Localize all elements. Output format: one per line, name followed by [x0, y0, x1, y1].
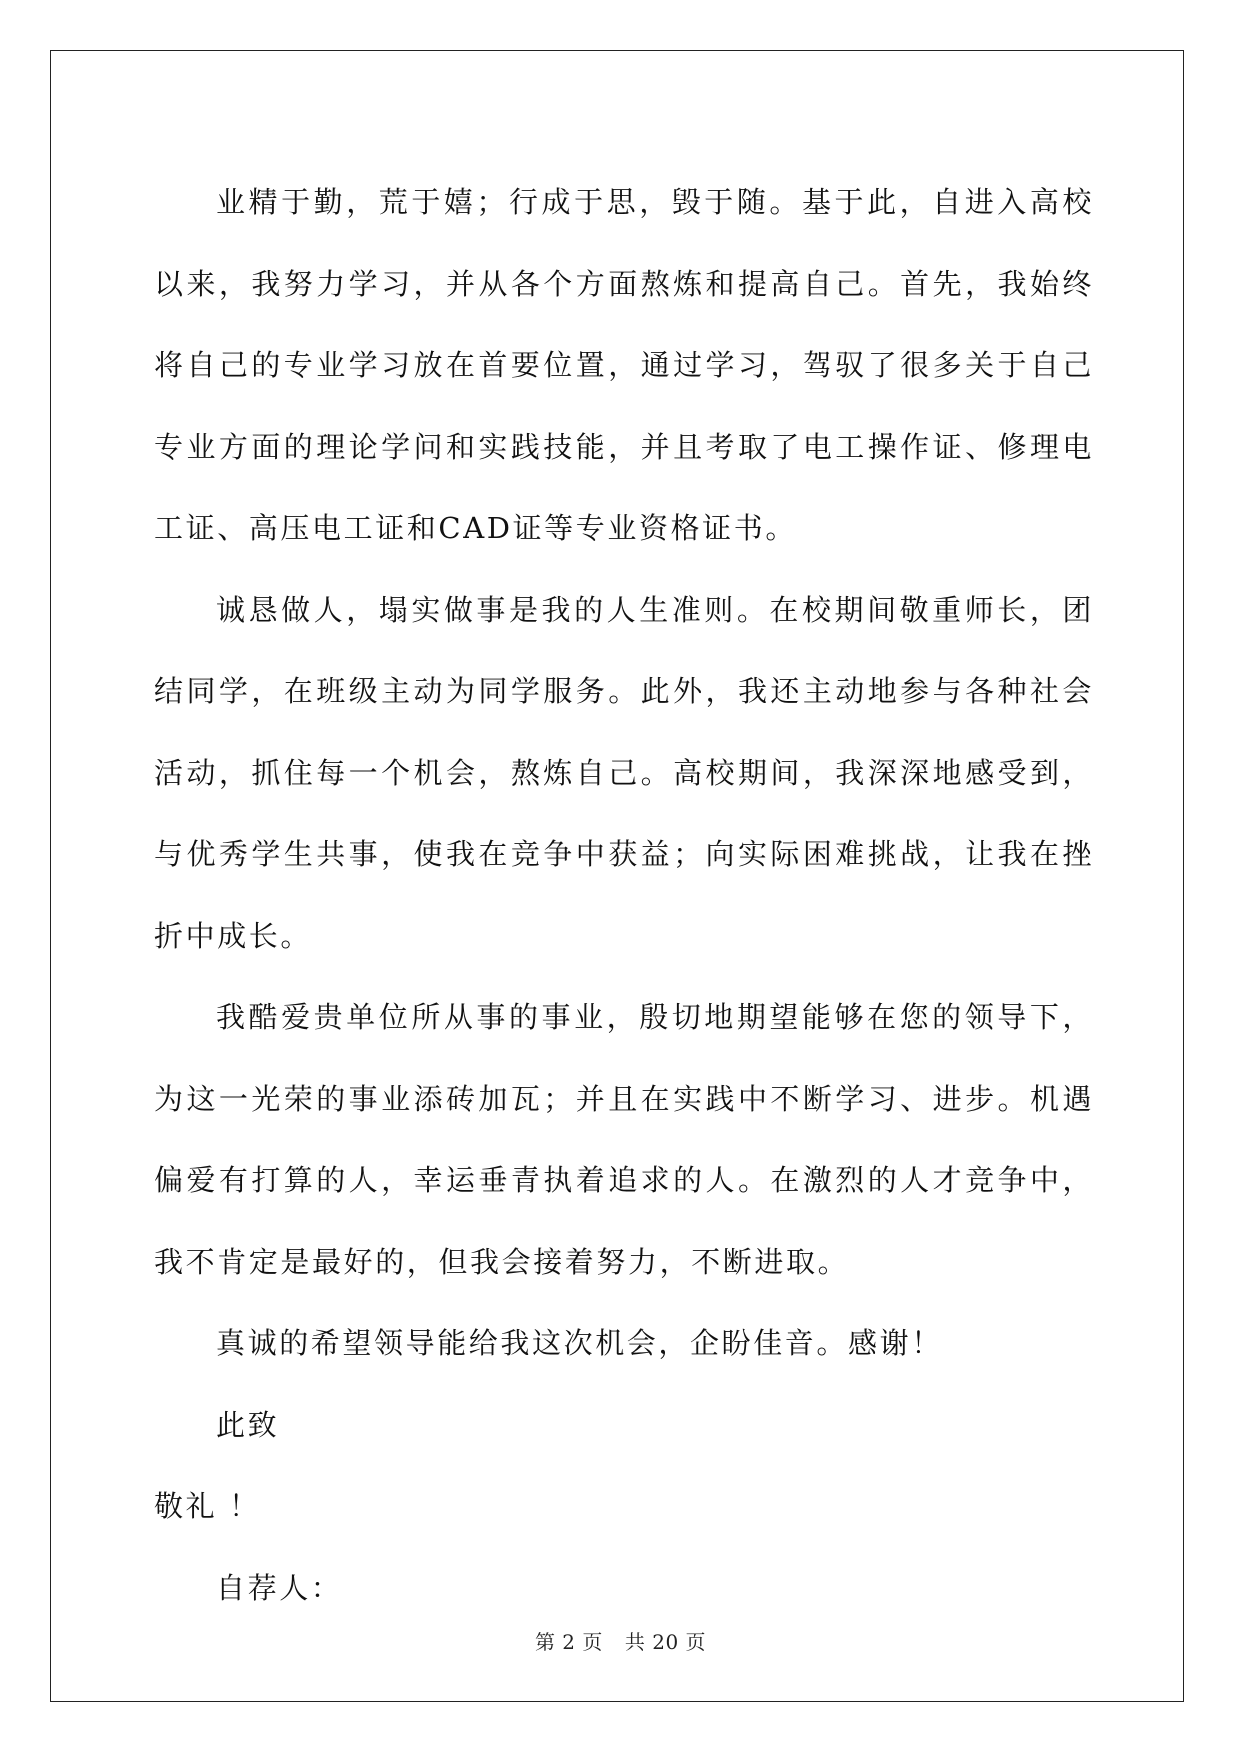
paragraph-aspiration: 我酷爱贵单位所从事的事业，殷切地期望能够在您的领导下，为这一光荣的事业添砖加瓦；并且在实践中不断学习、进步。机遇偏爱有打算的人，幸运垂青执着追求的人。在激烈的人才竞争中，我不肯定是最好的，但我会接着努力，不断进取。: [154, 1000, 1094, 1279]
letter-body: [154, 162, 1094, 1629]
paragraph-character: 诚恳做人，塌实做事是我的人生准则。在校期间敬重师长，团结同学，在班级主动为同学服务。此外，我还主动地参与各种社会活动，抓住每一个机会，熬炼自己。高校期间，我深深地感受到，与优秀学生共事，使我在竞争中获益；向实际困难挑战，让我在挫折中成长。: [154, 592, 1094, 953]
salutation-text: 敬礼 ！: [154, 1489, 261, 1523]
paragraph-request: 真诚的希望领导能给我这次机会，企盼佳音。感谢！: [216, 1326, 943, 1360]
paragraph-study: 业精于勤，荒于嬉；行成于思，毁于随。基于此，自进入高校以来，我努力学习，并从各个方面熬炼和提高自己。首先，我始终将自己的专业学习放在首要位置，通过学习，驾驭了很多关于自己专业方面的理论学问和实践技能，并且考取了电工操作证、修理电工证、高压电工证和CAD证等专业资格证书。: [154, 185, 1094, 545]
page-footer: [0, 1626, 1241, 1655]
page-number: 第 2 页: [534, 1630, 603, 1654]
signature-label: 自荐人：: [216, 1570, 343, 1605]
closing-text: 此致: [216, 1407, 280, 1442]
page-total: 共 20 页: [624, 1630, 707, 1654]
